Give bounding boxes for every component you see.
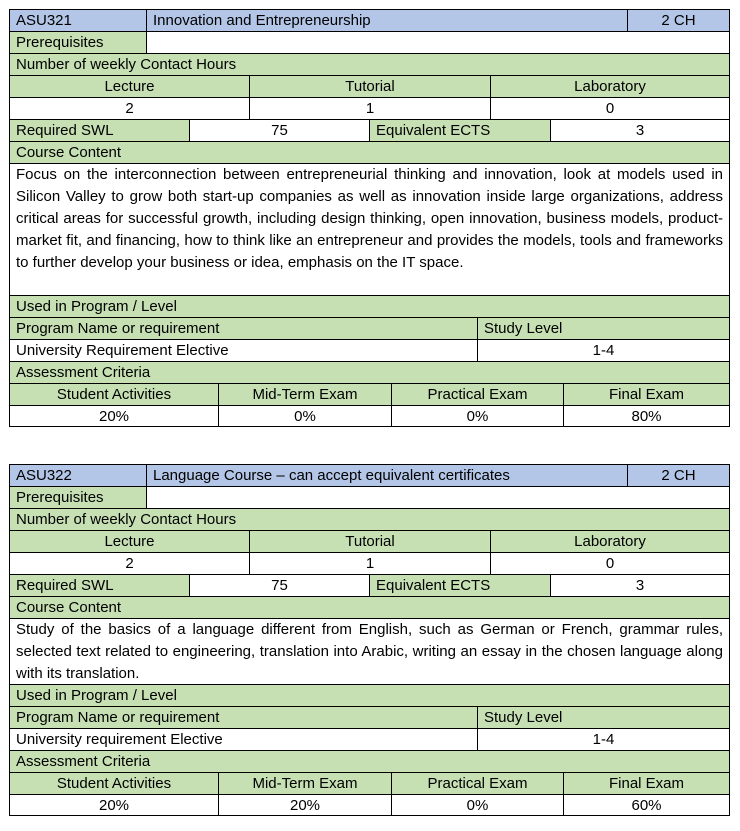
lecture-value: 2: [9, 552, 249, 574]
final-exam-value: 80%: [563, 405, 730, 427]
course-content-paragraph: Study of the basics of a language different from English, such as German or French, grammar rules, selected text related to engineering, translation into Arabic, writing an essay in the chosen language along with its translation.: [16, 621, 723, 682]
swl-row: [9, 119, 730, 141]
course-title: Innovation and Entrepreneurship: [146, 9, 627, 31]
course-credit-hours: 2 CH: [627, 9, 730, 31]
tutorial-label: Tutorial: [249, 75, 490, 97]
ects-label: Equivalent ECTS: [369, 119, 550, 141]
prerequisites-value: [146, 31, 730, 53]
course-code: ASU322: [9, 464, 146, 486]
lecture-label: Lecture: [9, 530, 249, 552]
study-level-value: 1-4: [477, 339, 730, 361]
swl-label: Required SWL: [9, 119, 189, 141]
student-activities-value: 20%: [9, 405, 218, 427]
ects-value: 3: [550, 119, 730, 141]
program-header-row: [9, 706, 730, 728]
laboratory-label: Laboratory: [490, 530, 730, 552]
contact-hours-row: [9, 508, 730, 530]
ects-label: Equivalent ECTS: [369, 574, 550, 596]
student-activities-label: Student Activities: [9, 772, 218, 794]
assessment-label-row: [9, 750, 730, 772]
contact-hours-header-row: [9, 530, 730, 552]
student-activities-value: 20%: [9, 794, 218, 816]
course-content-label: Course Content: [9, 141, 730, 163]
tutorial-value: 1: [249, 552, 490, 574]
course-content-label-row: [9, 141, 730, 163]
tutorial-label: Tutorial: [249, 530, 490, 552]
course-content-label: Course Content: [9, 596, 730, 618]
prerequisites-value: [146, 486, 730, 508]
prerequisites-label: Prerequisites: [9, 31, 146, 53]
assessment-header-row: [9, 383, 730, 405]
practical-exam-value: 0%: [391, 405, 563, 427]
tutorial-value: 1: [249, 97, 490, 119]
swl-label: Required SWL: [9, 574, 189, 596]
contact-hours-header-row: [9, 75, 730, 97]
contact-hours-label: Number of weekly Contact Hours: [9, 508, 730, 530]
study-level-label: Study Level: [477, 317, 730, 339]
contact-hours-values-row: [9, 97, 730, 119]
course-content-text: [9, 618, 730, 684]
assessment-values-row: [9, 405, 730, 427]
assessment-header-row: [9, 772, 730, 794]
mid-term-exam-value: 20%: [218, 794, 391, 816]
prerequisites-row: [9, 31, 730, 53]
contact-hours-row: [9, 53, 730, 75]
assessment-criteria-label: Assessment Criteria: [9, 750, 730, 772]
program-header-row: [9, 317, 730, 339]
student-activities-label: Student Activities: [9, 383, 218, 405]
course-card-asu322: [9, 464, 730, 816]
contact-hours-label: Number of weekly Contact Hours: [9, 53, 730, 75]
contact-hours-values-row: [9, 552, 730, 574]
course-header-row: [9, 464, 730, 486]
course-title: Language Course – can accept equivalent certificates: [146, 464, 627, 486]
practical-exam-label: Practical Exam: [391, 383, 563, 405]
used-in-program-label: Used in Program / Level: [9, 684, 730, 706]
swl-value: 75: [189, 574, 369, 596]
lecture-value: 2: [9, 97, 249, 119]
laboratory-value: 0: [490, 552, 730, 574]
study-level-value: 1-4: [477, 728, 730, 750]
prerequisites-row: [9, 486, 730, 508]
course-card-asu321: [9, 9, 730, 427]
course-credit-hours: 2 CH: [627, 464, 730, 486]
assessment-criteria-label: Assessment Criteria: [9, 361, 730, 383]
used-in-program-row: [9, 684, 730, 706]
ects-value: 3: [550, 574, 730, 596]
program-values-row: [9, 728, 730, 750]
course-content-paragraph: Focus on the interconnection between entrepreneurial thinking and innovation, look at models used in Silicon Valley to grow both start-up companies as well as innovation inside large organizations, address critical areas for successful growth, including design thinking, open innovation, business models, product-market fit, and financing, how to think like an entrepreneur and provides the models, tools and frameworks to further develop your business or idea, emphasis on the IT space.: [16, 166, 723, 271]
prerequisites-label: Prerequisites: [9, 486, 146, 508]
laboratory-value: 0: [490, 97, 730, 119]
swl-row: [9, 574, 730, 596]
final-exam-label: Final Exam: [563, 772, 730, 794]
swl-value: 75: [189, 119, 369, 141]
laboratory-label: Laboratory: [490, 75, 730, 97]
used-in-program-row: [9, 295, 730, 317]
course-code: ASU321: [9, 9, 146, 31]
course-content-label-row: [9, 596, 730, 618]
course-content-text: [9, 163, 730, 295]
program-name-value: University requirement Elective: [9, 728, 477, 750]
program-name-label: Program Name or requirement: [9, 317, 477, 339]
practical-exam-value: 0%: [391, 794, 563, 816]
final-exam-value: 60%: [563, 794, 730, 816]
program-name-value: University Requirement Elective: [9, 339, 477, 361]
practical-exam-label: Practical Exam: [391, 772, 563, 794]
course-header-row: [9, 9, 730, 31]
mid-term-exam-label: Mid-Term Exam: [218, 772, 391, 794]
final-exam-label: Final Exam: [563, 383, 730, 405]
program-values-row: [9, 339, 730, 361]
assessment-values-row: [9, 794, 730, 816]
study-level-label: Study Level: [477, 706, 730, 728]
lecture-label: Lecture: [9, 75, 249, 97]
program-name-label: Program Name or requirement: [9, 706, 477, 728]
used-in-program-label: Used in Program / Level: [9, 295, 730, 317]
assessment-label-row: [9, 361, 730, 383]
mid-term-exam-label: Mid-Term Exam: [218, 383, 391, 405]
mid-term-exam-value: 0%: [218, 405, 391, 427]
